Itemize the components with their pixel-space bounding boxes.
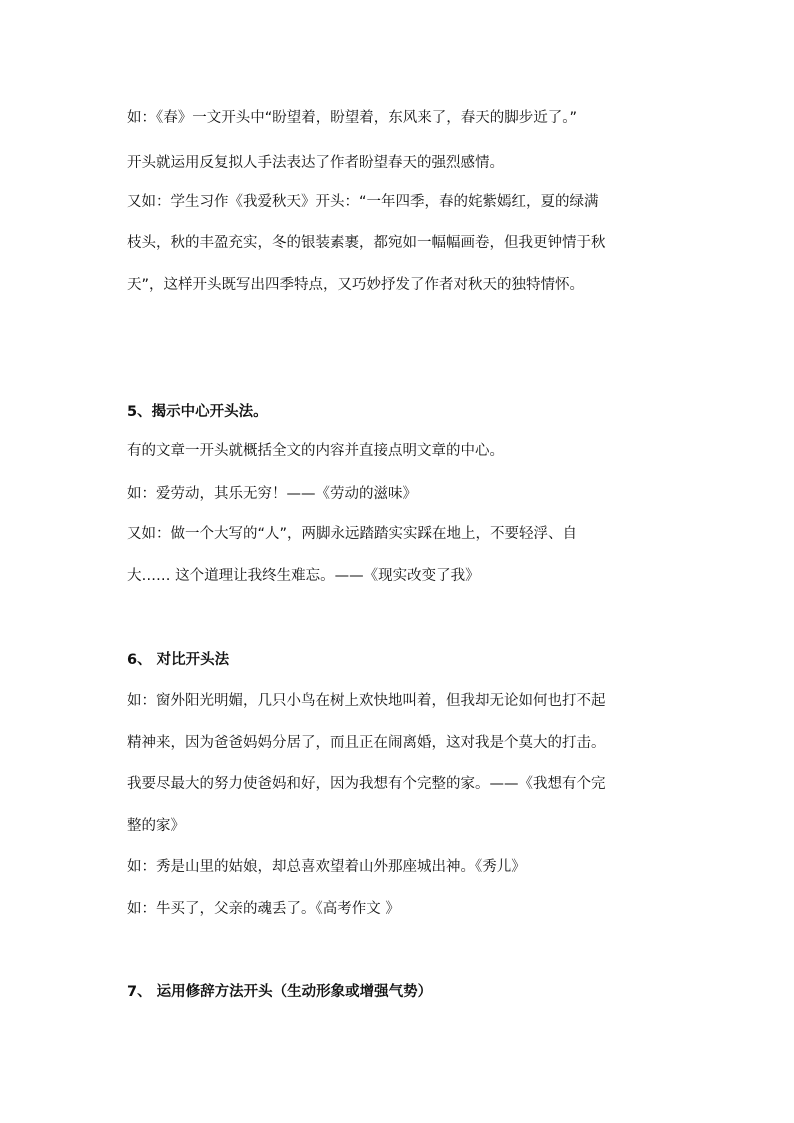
paragraph-line: 如：秀是山里的姑娘，却总喜欢望着山外那座城出神。《秀儿》 — [127, 859, 526, 875]
paragraph-line: 枝头，秋的丰盈充实，冬的银装素裹，都宛如一幅幅画卷，但我更钟情于秋 — [127, 235, 606, 251]
paragraph-line: 整的家》 — [127, 818, 185, 834]
paragraph-line: 我要尽最大的努力使爸妈和好，因为我想有个完整的家。——《我想有个完 — [127, 776, 606, 792]
paragraph-line: 如：爱劳动，其乐无穷！——《劳动的滋味》 — [127, 486, 417, 502]
paragraph-line: 有的文章一开头就概括全文的内容并直接点明文章的中心。 — [127, 443, 504, 459]
paragraph-line: 精神来，因为爸爸妈妈分居了，而且正在闹离婚，这对我是个莫大的打击。 — [127, 735, 606, 751]
paragraph-line: 天”，这样开头既写出四季特点，又巧妙抒发了作者对秋天的独特情怀。 — [127, 277, 585, 293]
paragraph-line: 如：窗外阳光明媚，几只小鸟在树上欢快地叫着，但我却无论如何也打不起 — [127, 693, 606, 709]
paragraph-line: 又如：做一个大写的“人”，两脚永远踏踏实实踩在地上，不要轻浮、自 — [127, 526, 578, 542]
paragraph-line: 又如：学生习作《我爱秋天》开头：“一年四季，春的姹紫嫣红，夏的绿满 — [127, 194, 599, 210]
paragraph-line: 开头就运用反复拟人手法表达了作者盼望春天的强烈感情。 — [127, 155, 504, 171]
paragraph-line: 大…… 这个道理让我终生难忘。——《现实改变了我》 — [127, 568, 480, 584]
paragraph-line: 如：牛买了，父亲的魂丢了。《高考作文 》 — [127, 901, 400, 917]
section-5-heading: 5、揭示中心开头法。 — [127, 404, 268, 420]
section-6-heading: 6、 对比开头法 — [127, 652, 230, 668]
section-7-heading: 7、 运用修辞方法开头（生动形象或增强气势） — [127, 984, 433, 1000]
paragraph-line: 如：《春》一文开头中“盼望着，盼望着，东风来了，春天的脚步近了。” — [127, 110, 578, 126]
